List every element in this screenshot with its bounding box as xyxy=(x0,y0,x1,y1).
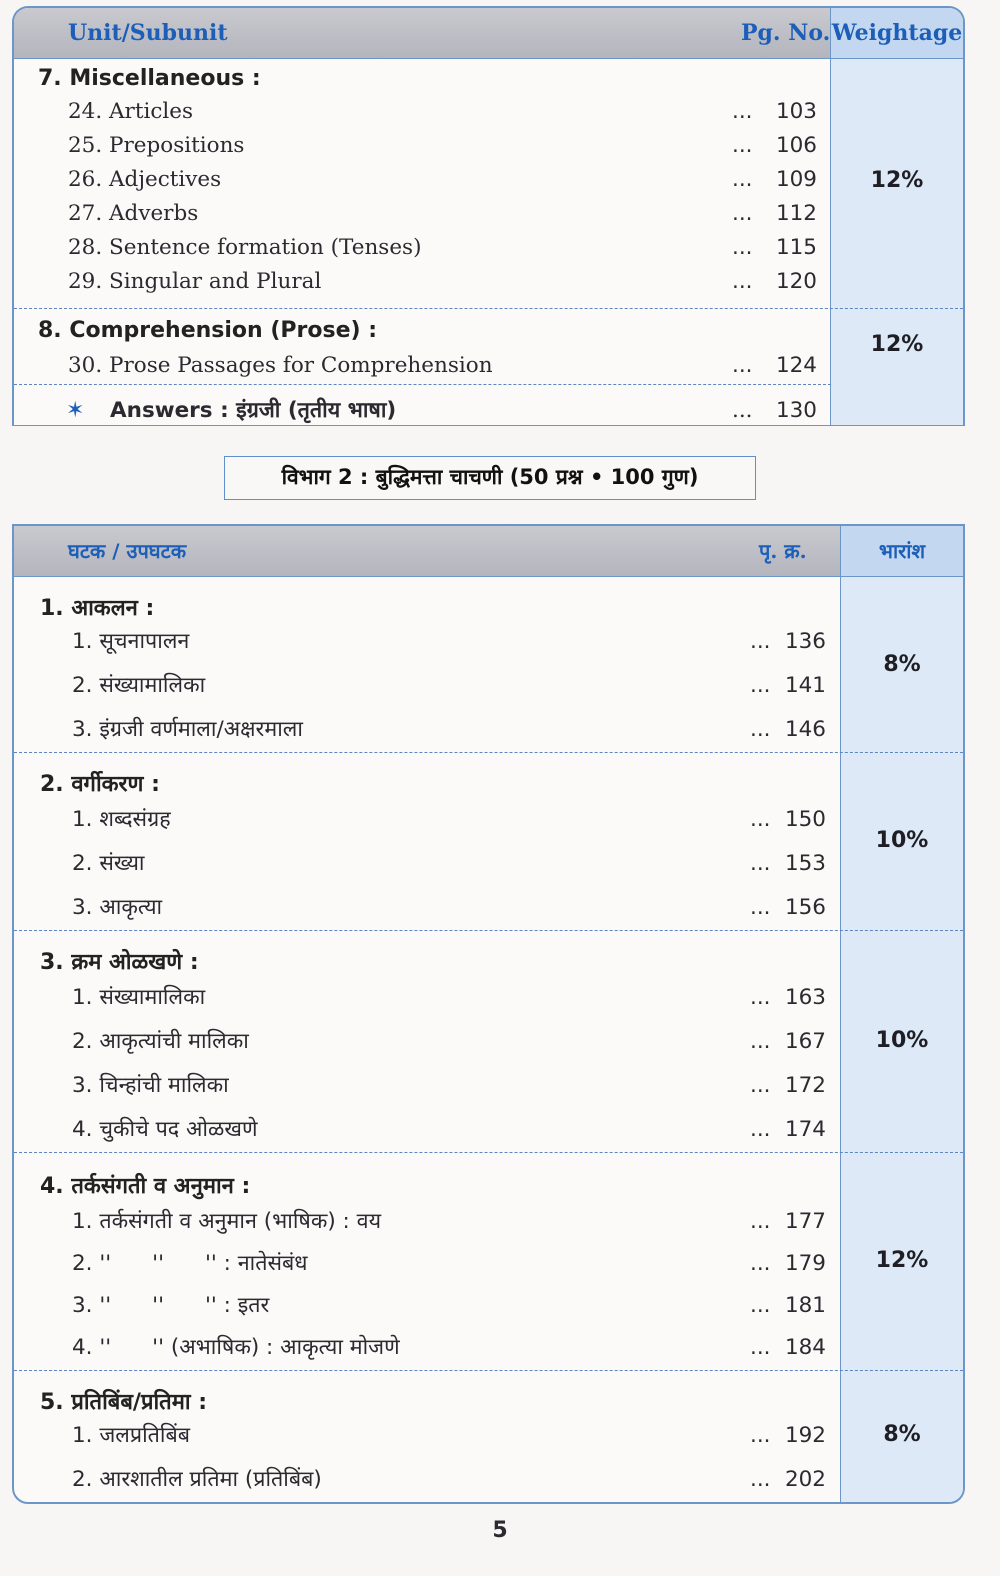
list-item: 26. Adjectives ... 109 xyxy=(68,167,817,192)
list-item: 27. Adverbs ... 112 xyxy=(68,201,817,226)
page-header: Pg. No. xyxy=(741,20,831,46)
section-title: 4. तर्कसंगती व अनुमान : xyxy=(40,1174,251,1199)
divider xyxy=(14,1152,963,1153)
list-item: 3. इंग्रजी वर्णमाला/अक्षरमाला ... 146 xyxy=(72,717,826,742)
divider xyxy=(14,930,963,931)
page-number: 5 xyxy=(492,1518,508,1543)
table-header xyxy=(14,8,963,59)
divider xyxy=(14,384,831,385)
weightage-header: Weightage xyxy=(830,8,963,58)
star-icon: ✶ xyxy=(66,398,85,423)
list-item: 29. Singular and Plural ... 120 xyxy=(68,269,817,294)
list-item: 1. जलप्रतिबिंब ... 192 xyxy=(72,1423,826,1448)
list-item: 1. संख्यामालिका ... 163 xyxy=(72,985,826,1010)
section-title: 1. आकलन : xyxy=(40,596,155,621)
weightage-value: 12% xyxy=(870,168,924,193)
list-item: 1. तर्कसंगती व अनुमान (भाषिक) : वय ... 177 xyxy=(72,1209,826,1234)
list-item: 25. Prepositions ... 106 xyxy=(68,133,817,158)
weightage-value: 12% xyxy=(870,332,924,357)
list-item: 4. '' '' (अभाषिक) : आकृत्या मोजणे ... 184 xyxy=(72,1335,826,1360)
list-item: 3. '' '' '' : इतर ... 181 xyxy=(72,1293,826,1318)
section-title: 2. वर्गीकरण : xyxy=(40,772,160,797)
list-item: 3. चिन्हांची मालिका ... 172 xyxy=(72,1073,826,1098)
section-title: 3. क्रम ओळखणे : xyxy=(40,950,199,975)
contents-table-intelligence xyxy=(12,524,965,1504)
section-title: 8. Comprehension (Prose) : xyxy=(38,318,378,343)
list-item: 3. आकृत्या ... 156 xyxy=(72,895,826,920)
weightage-header: भारांश xyxy=(840,526,963,576)
list-item: 2. संख्या ... 153 xyxy=(72,851,826,876)
list-item: 1. शब्दसंग्रह ... 150 xyxy=(72,807,826,832)
page-header: पृ. क्र. xyxy=(759,539,807,563)
unit-header: घटक / उपघटक xyxy=(68,539,187,563)
divider xyxy=(14,308,963,309)
section-heading: विभाग 2 : बुद्धिमत्ता चाचणी (50 प्रश्न • 100 गुण) xyxy=(224,456,756,500)
weightage-value: 8% xyxy=(883,652,921,677)
list-item: 1. सूचनापालन ... 136 xyxy=(72,629,826,654)
table-header xyxy=(14,526,963,577)
unit-header: Unit/Subunit xyxy=(68,20,228,46)
weightage-value: 8% xyxy=(883,1422,921,1447)
answers-label: Answers : इंग्रजी (तृतीय भाषा) xyxy=(110,398,397,423)
weightage-value: 10% xyxy=(875,1028,929,1053)
list-item: 2. '' '' '' : नातेसंबंध ... 179 xyxy=(72,1251,826,1276)
weightage-value: 12% xyxy=(875,1248,929,1273)
list-item: 2. संख्यामालिका ... 141 xyxy=(72,673,826,698)
divider xyxy=(14,752,963,753)
weightage-value: 10% xyxy=(875,828,929,853)
section-title: 7. Miscellaneous : xyxy=(38,66,261,91)
list-item: 2. आरशातील प्रतिमा (प्रतिबिंब) ... 202 xyxy=(72,1467,826,1492)
contents-table-english xyxy=(12,6,965,426)
section-title: 5. प्रतिबिंब/प्रतिमा : xyxy=(40,1390,208,1415)
list-item: 24. Articles ... 103 xyxy=(68,99,817,124)
list-item: 30. Prose Passages for Comprehension ... 124 xyxy=(68,353,817,378)
answers-row: ✶ Answers : इंग्रजी (तृतीय भाषा) ... 130 xyxy=(14,391,831,431)
answers-page: 130 xyxy=(775,398,817,423)
list-item: 28. Sentence formation (Tenses) ... 115 xyxy=(68,235,817,260)
list-item: 4. चुकीचे पद ओळखणे ... 174 xyxy=(72,1117,826,1142)
divider xyxy=(14,1370,963,1371)
list-item: 2. आकृत्यांची मालिका ... 167 xyxy=(72,1029,826,1054)
